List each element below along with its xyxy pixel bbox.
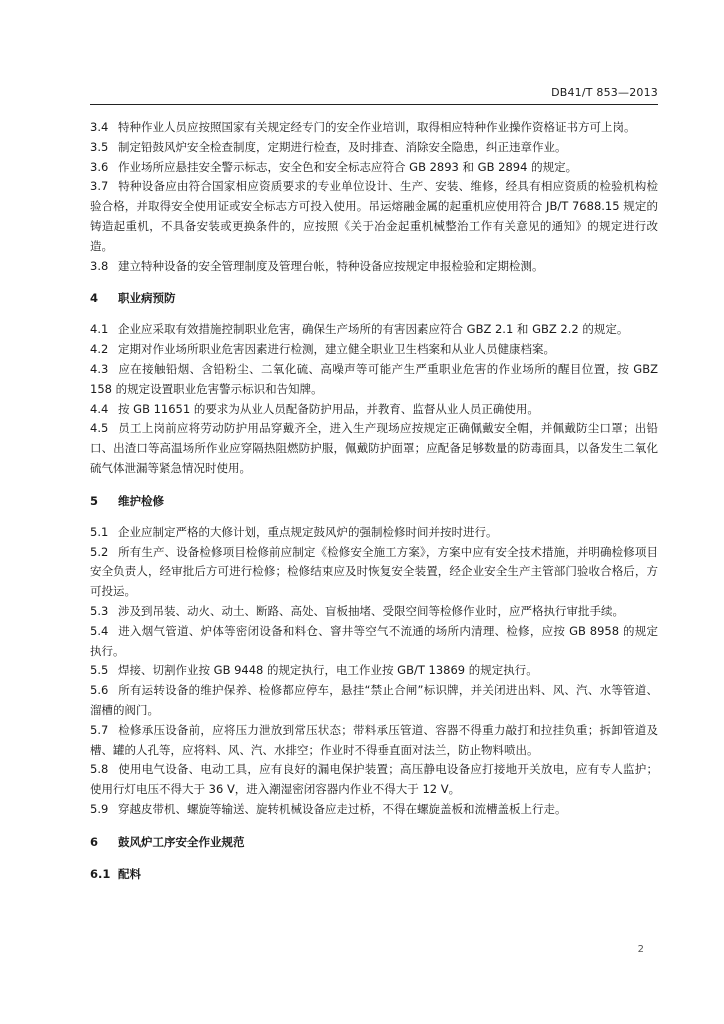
clause-number: 5.5 [90,663,109,678]
clause-text: 检修承压设备前，应将压力泄放到常压状态；带料承压管道、容器不得重力敲打和拉挂负重；拆卸管道及槽、罐的人孔等，应将料、风、汽、水排空；作业时不得垂直面对法兰，防止物料喷出。 [90,722,658,757]
clause-text: 企业应制定严格的大修计划，重点规定鼓风炉的强制检修时间并按时进行。 [118,524,498,539]
clause-paragraph [90,158,658,178]
clause-number: 4.2 [90,342,109,357]
clause-text: 焊接、切割作业按 GB 9448 的规定执行，电工作业按 GB/T 13869 的规定执行。 [118,663,538,678]
section-number: 6 [90,834,99,849]
clause-text: 定期对作业场所职业危害因素进行检测，建立健全职业卫生档案和从业人员健康档案。 [118,342,555,357]
section-heading [90,288,658,308]
section-title: 职业病预防 [118,291,176,306]
clause-text: 建立特种设备的安全管理制度及管理台帐，特种设备应按规定申报检验和定期检测。 [118,258,544,273]
page-number: 2 [637,944,644,955]
clause-paragraph [90,257,658,277]
clause-number: 5.2 [90,544,109,559]
section-title: 鼓风炉工序安全作业规范 [118,834,245,849]
clause-paragraph [90,721,658,761]
clause-number: 5.9 [90,801,109,816]
clause-paragraph [90,360,658,400]
clause-paragraph [90,419,658,478]
clause-paragraph [90,800,658,820]
section-title: 维护检修 [118,493,164,508]
clause-text: 进入烟气管道、炉体等密闭设备和料仓、窨井等空气不流通的场所内清理、检修，应按 GB 8958 的规定执行。 [90,623,658,658]
clause-text: 涉及到吊装、动火、动土、断路、高处、盲板抽堵、受限空间等检修作业时，应严格执行审批手续。 [118,603,624,618]
clause-number: 5.1 [90,524,109,539]
clause-number: 4.4 [90,401,109,416]
clause-text: 特种作业人员应按照国家有关规定经专门的安全作业培训，取得相应特种作业操作资格证书方可上岗。 [118,120,636,134]
section-heading [90,864,658,884]
clause-number: 5.7 [90,722,109,737]
clause-number: 4.1 [90,322,109,337]
clause-number: 3.4 [90,120,109,134]
section-number: 5 [90,493,99,508]
document-body [90,118,658,896]
clause-text: 使用电气设备、电动工具，应有良好的漏电保护装置；高压静电设备应打接地开关放电，应有专人监护；使用行灯电压不得大于 36 V，进入潮湿密闭容器内作业不得大于 12 V。 [90,762,658,797]
section-number: 4 [90,291,99,306]
clause-number: 3.8 [90,258,109,273]
clause-text: 所有运转设备的维护保养、检修都应停车，悬挂“禁止合闸”标识牌，并关闭进出料、风、汽、水等管道、溜槽的阀门。 [90,683,658,717]
clause-text: 特种设备应由符合国家相应资质要求的专业单位设计、生产、安装、维修，经具有相应资质的检验机构检验合格，并取得安全使用证或安全标志方可投入使用。吊运熔融金属的起重机应使用符合 JB/T 7688.15 规定的铸造起重机，不具备安装或更换条件的，应按照《关于冶金起重机械整治工作有关意见的通知》的规定进行改造。 [90,179,658,253]
clause-paragraph [90,320,658,340]
clause-paragraph [90,523,658,543]
section-title: 配料 [118,866,141,881]
section-heading [90,832,658,852]
clause-text: 制定铅鼓风炉安全检查制度，定期进行检查，及时排查、消除安全隐患，纠正违章作业。 [118,139,567,154]
clause-text: 员工上岗前应将劳动防护用品穿戴齐全，进入生产现场应按规定正确佩戴安全帽，并佩戴防尘口罩；出铅口、出渣口等高温场所作业应穿隔热阻燃防护服，佩戴防护面罩；应配备足够数量的防毒面具，以备发生二氧化硫气体泄漏等紧急情况时使用。 [90,421,658,475]
clause-paragraph [90,661,658,681]
clause-paragraph [90,622,658,662]
clause-paragraph [90,177,658,256]
clause-text: 应在接触铅烟、含铅粉尘、二氧化硫、高噪声等可能产生严重职业危害的作业场所的醒目位置，按 GBZ 158 的规定设置职业危害警示标识和告知牌。 [90,361,658,396]
clause-paragraph [90,681,658,721]
clause-number: 3.5 [90,139,109,154]
header-rule [90,104,658,105]
clause-number: 5.3 [90,603,109,618]
clause-text: 所有生产、设备检修项目检修前应制定《检修安全施工方案》，方案中应有安全技术措施，并明确检修项目安全负责人，经审批后方可进行检修；检修结束应及时恢复安全装置，经企业安全生产主管部门验收合格后，方可投运。 [90,544,658,599]
clause-text: 穿越皮带机、螺旋等输送、旋转机械设备应走过桥，不得在螺旋盖板和流槽盖板上行走。 [118,801,567,816]
clause-number: 3.7 [90,179,109,194]
clause-paragraph [90,400,658,420]
clause-paragraph [90,602,658,622]
clause-paragraph [90,543,658,602]
clause-number: 5.4 [90,623,109,638]
clause-number: 4.3 [90,361,109,376]
clause-number: 4.5 [90,421,109,436]
clause-text: 作业场所应悬挂安全警示标志，安全色和安全标志应符合 GB 2893 和 GB 2894 的规定。 [118,159,578,174]
standard-code: DB41/T 853—2013 [551,86,658,99]
clause-paragraph [90,118,658,138]
section-number: 6.1 [90,866,111,881]
clause-paragraph [90,340,658,360]
section-heading [90,491,658,511]
clause-number: 5.6 [90,683,109,698]
clause-text: 企业应采取有效措施控制职业危害，确保生产场所的有害因素应符合 GBZ 2.1 和 GBZ 2.2 的规定。 [118,322,629,337]
clause-paragraph [90,760,658,800]
clause-paragraph [90,138,658,158]
clause-number: 5.8 [90,762,109,777]
clause-number: 3.6 [90,159,109,174]
clause-text: 按 GB 11651 的要求为从业人员配备防护用品，并教育、监督从业人员正确使用。 [118,401,539,416]
